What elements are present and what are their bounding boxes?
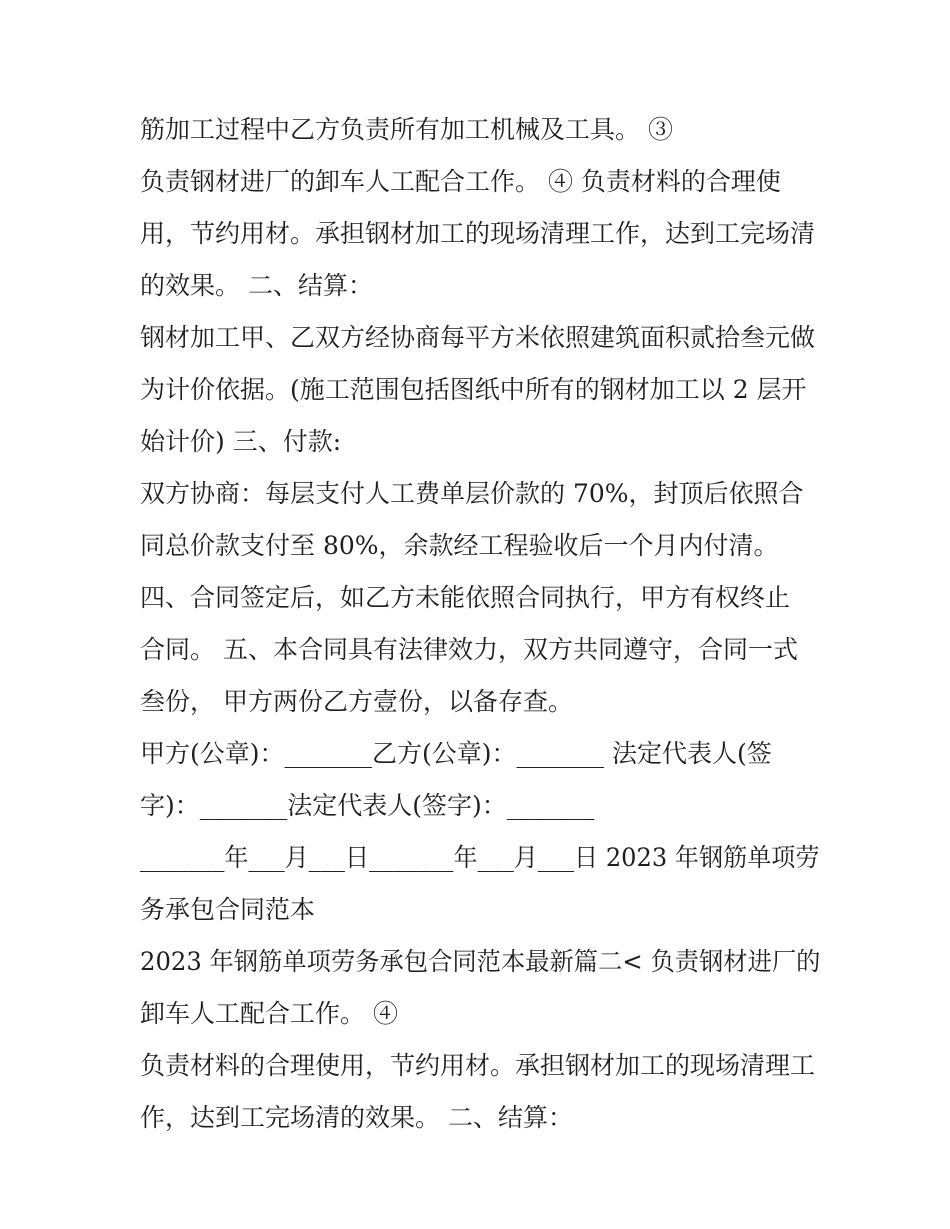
text-line: 同总价款支付至 80%，余款经工程验收后一个月内付清。: [140, 531, 779, 560]
signature-line: 字)：_______法定代表人(签字)：_______: [140, 791, 595, 820]
text-line: 钢材加工甲、乙双方经协商每平方米依照建筑面积贰拾叁元做: [140, 323, 816, 352]
text-line: 双方协商：每层支付人工费单层价款的 70%，封顶后依照合: [140, 479, 804, 508]
text-line: 叁份， 甲方两份乙方壹份，以备存查。: [140, 687, 573, 716]
text-line: 合同。 五、本合同具有法律效力，双方共同遵守，合同一式: [140, 635, 798, 664]
text-line: 卸车人工配合工作。 ④: [140, 999, 398, 1028]
section-heading: 2023 年钢筋单项劳务承包合同范本最新篇二< 负责钢材进厂的: [140, 947, 821, 976]
document-body: [140, 104, 820, 1144]
text-line: 作，达到工完场清的效果。 二、结算：: [140, 1103, 573, 1132]
text-line: 始计价) 三、付款:: [140, 427, 342, 456]
date-line: _______年___月___日_______年___月___日 2023 年钢筋单项劳: [140, 843, 820, 872]
text-line: 用，节约用材。承担钢材加工的现场清理工作，达到工完场清: [140, 219, 816, 248]
text-line: 四、合同签定后，如乙方未能依照合同执行，甲方有权终止: [140, 583, 791, 612]
text-line: 的效果。 二、结算：: [140, 271, 373, 300]
signature-line: 甲方(公章)：_______乙方(公章)：_______ 法定代表人(签: [140, 739, 772, 768]
text-line: 务承包合同范本: [140, 895, 316, 924]
text-line: 负责钢材进厂的卸车人工配合工作。 ④ 负责材料的合理使: [140, 167, 781, 196]
text-line: 为计价依据。(施工范围包括图纸中所有的钢材加工以 2 层开: [140, 375, 807, 404]
text-line: 负责材料的合理使用，节约用材。承担钢材加工的现场清理工: [140, 1051, 816, 1080]
text-line: 筋加工过程中乙方负责所有加工机械及工具。 ③: [140, 115, 673, 144]
